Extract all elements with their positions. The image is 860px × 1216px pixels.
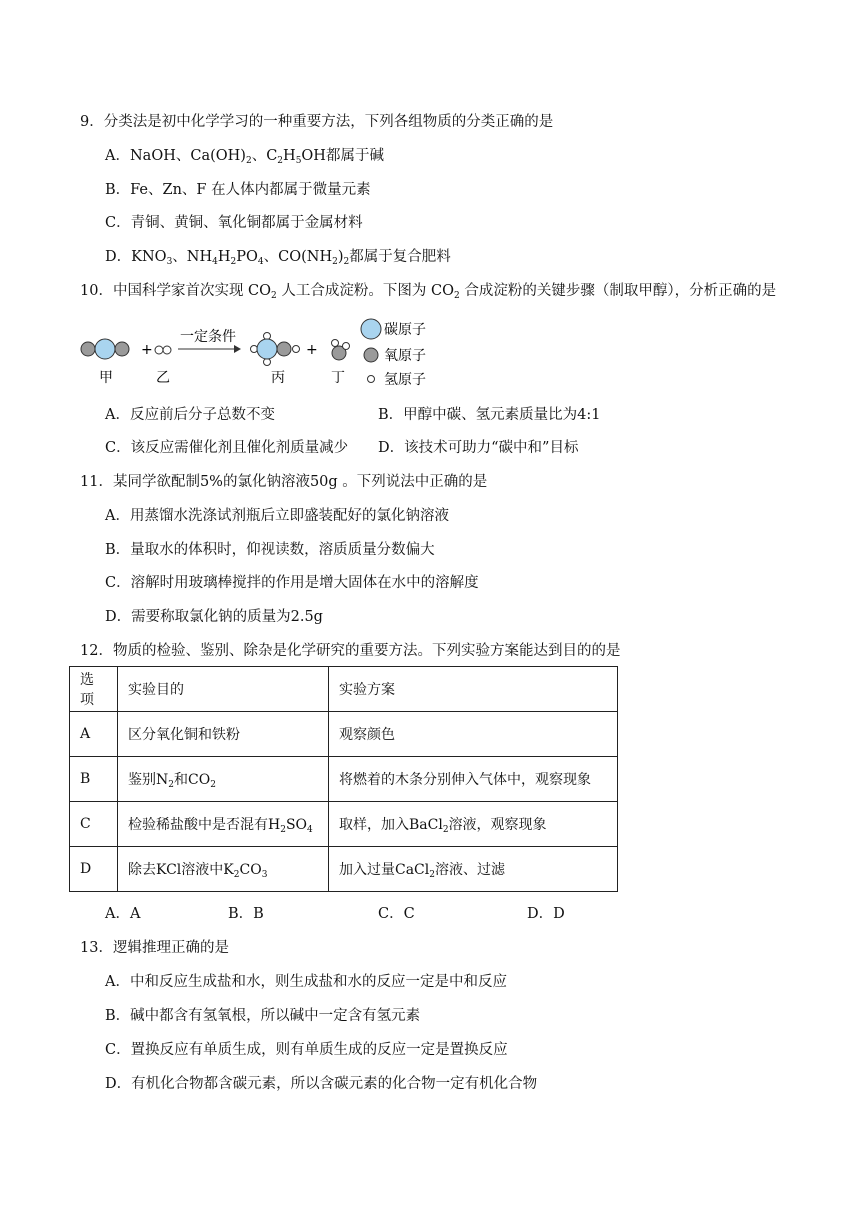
row-b-option: B xyxy=(70,757,118,802)
q10-stem: 10．中国科学家首次实现 $CO_2$ 人工合成淀粉。下图为 $CO_2$ 合成淀粉的关键步骤（制取甲醇），分析正确的是 xyxy=(80,283,777,301)
reaction-arrow xyxy=(178,345,241,353)
q9-option-c: C．青铜、黄铜、氧化铜都属于金属材料 xyxy=(105,215,363,231)
row-b-goal: 鉴别$N_2$和$CO_2$ xyxy=(118,757,329,802)
q13-option-d: D．有机化合物都含碳元素，所以含碳元素的化合物一定有机化合物 xyxy=(105,1076,538,1092)
q11-option-a: A．用蒸馏水洗涤试剂瓶后立即盛装配好的氯化钠溶液 xyxy=(105,508,449,524)
table-row xyxy=(70,847,618,892)
q10-option-c: C．该反应需催化剂且催化剂质量减少 xyxy=(105,440,349,456)
row-c-option: C xyxy=(70,802,118,847)
table-row xyxy=(70,712,618,757)
plus-sign-1: + xyxy=(141,342,153,358)
legend-carbon-icon xyxy=(361,319,381,339)
q10-option-b: B．甲醇中碳、氢元素质量比为4:1 xyxy=(378,407,601,423)
q11-stem: 11．某同学欲配制5%的氯化钠溶液50g 。下列说法中正确的是 xyxy=(80,474,488,490)
q13-option-b: B．碱中都含有氢氧根，所以碱中一定含有氢元素 xyxy=(105,1008,421,1024)
q12-option-d: D．D xyxy=(527,906,565,922)
label-bing: 丙 xyxy=(271,370,285,386)
row-a-option: A xyxy=(70,712,118,757)
molecule-ding xyxy=(332,340,350,361)
q13-option-c: C．置换反应有单质生成，则有单质生成的反应一定是置换反应 xyxy=(105,1042,508,1058)
label-yi: 乙 xyxy=(156,370,170,386)
q11-option-b: B．量取水的体积时，仰视读数，溶质质量分数偏大 xyxy=(105,542,435,558)
reaction-condition: 一定条件 xyxy=(180,329,236,345)
molecule-jia xyxy=(81,339,129,359)
legend-hydrogen-label: 氢原子 xyxy=(384,372,426,388)
q9-option-b: B．Fe、Zn、F 在人体内都属于微量元素 xyxy=(105,182,371,198)
plus-sign-2: + xyxy=(306,342,318,358)
q13-option-a: A．中和反应生成盐和水，则生成盐和水的反应一定是中和反应 xyxy=(105,974,507,990)
row-a-plan: 观察颜色 xyxy=(329,712,618,757)
q13-stem: 13．逻辑推理正确的是 xyxy=(80,940,229,956)
q12-option-a: A．A xyxy=(105,906,141,922)
row-d-option: D xyxy=(70,847,118,892)
legend-oxygen-icon xyxy=(364,348,378,362)
q12-option-b: B．B xyxy=(228,906,264,922)
row-b-plan: 将燃着的木条分别伸入气体中，观察现象 xyxy=(329,757,618,802)
table-row xyxy=(70,802,618,847)
row-c-goal: 检验稀盐酸中是否混有$H_2SO_4$ xyxy=(118,802,329,847)
reaction-diagram xyxy=(78,318,458,388)
table-header-row xyxy=(70,667,618,712)
label-jia: 甲 xyxy=(99,370,113,386)
header-option: 选项 xyxy=(70,667,118,712)
q10-option-d: D．该技术可助力“碳中和”目标 xyxy=(378,440,579,456)
q9-stem: 9．分类法是初中化学学习的一种重要方法，下列各组物质的分类正确的是 xyxy=(80,114,554,130)
q11-option-c: C．溶解时用玻璃棒搅拌的作用是增大固体在水中的溶解度 xyxy=(105,575,479,591)
header-goal: 实验目的 xyxy=(118,667,329,712)
q11-option-d: D．需要称取氯化钠的质量为2.5g xyxy=(105,609,323,625)
row-c-plan: 取样，加入BaCl$_2$溶液，观察现象 xyxy=(329,802,618,847)
q12-stem: 12．物质的检验、鉴别、除杂是化学研究的重要方法。下列实验方案能达到目的的是 xyxy=(80,643,621,659)
legend-oxygen-label: 氧原子 xyxy=(384,348,426,364)
q9-option-a: A．NaOH、$Ca(OH)_2$、$C_2H_5OH$都属于碱 xyxy=(105,148,384,166)
label-ding: 丁 xyxy=(331,370,345,386)
row-d-goal: 除去KCl溶液中$K_2CO_3$ xyxy=(118,847,329,892)
row-a-goal: 区分氧化铜和铁粉 xyxy=(118,712,329,757)
q9-option-d: D．$KNO_3$、$NH_4H_2PO_4$、$CO(NH_2)_2$都属于复合肥料 xyxy=(105,249,451,267)
legend-hydrogen-icon xyxy=(368,376,375,383)
legend xyxy=(361,319,426,388)
header-plan: 实验方案 xyxy=(329,667,618,712)
molecule-bing xyxy=(251,333,300,366)
q12-table xyxy=(69,666,618,892)
molecule-yi xyxy=(155,346,171,354)
q12-option-c: C．C xyxy=(378,906,415,922)
row-d-plan: 加入过量CaCl$_2$溶液、过滤 xyxy=(329,847,618,892)
table-row xyxy=(70,757,618,802)
q10-option-a: A．反应前后分子总数不变 xyxy=(105,407,275,423)
legend-carbon-label: 碳原子 xyxy=(384,322,426,338)
